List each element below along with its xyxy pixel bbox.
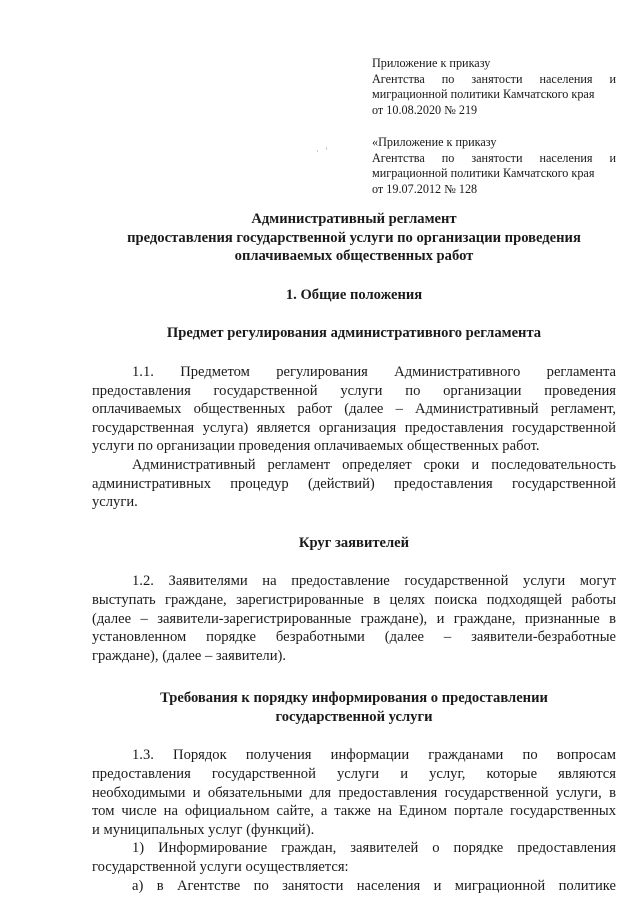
text-line: 1) Информирование граждан, заявителей о порядке предоставления xyxy=(132,840,616,857)
stamp-line: Агентства по занятости населения и xyxy=(372,150,616,165)
stamp-line: от 10.08.2020 № 219 xyxy=(372,102,478,117)
heading-line: государственной услуги xyxy=(275,708,433,725)
text-line: 1.3. Порядок получения информации гражданами по вопросам xyxy=(132,747,616,764)
stamp-line: Приложение к приказу xyxy=(372,56,491,70)
approval-stamp-original xyxy=(372,135,616,197)
title-line: предоставления государственной услуги по организации проведения xyxy=(127,229,581,246)
text-line: государственная услуга) является организация предоставления государственной xyxy=(92,419,616,436)
text-line: необходимыми и обязательными для предоставления государственной услуги, в xyxy=(92,784,616,801)
document-title xyxy=(92,210,616,266)
stamp-line: Агентства по занятости населения и xyxy=(372,71,616,86)
scan-artifact: · ' xyxy=(316,146,328,156)
paragraph-1-3-1 xyxy=(92,839,616,876)
text-line: государственной услуги осуществляется: xyxy=(92,859,349,876)
text-line: (далее – заявители-зарегистрированные граждане), и граждане, признанные в xyxy=(92,610,616,627)
text-line: выступать граждане, зарегистрированные в целях поиска подходящей работы xyxy=(92,591,616,608)
stamp-line: «Приложение к приказу xyxy=(372,135,497,149)
paragraph-1-2 xyxy=(92,572,616,665)
text-line: услуги по организации проведения оплачиваемых общественных работ. xyxy=(92,438,540,455)
section-heading: 1. Общие положения xyxy=(285,286,423,303)
subsection-heading: Круг заявителей xyxy=(298,534,410,551)
heading-line: Требования к порядку информирования о предоставлении xyxy=(160,690,548,707)
text-line: том числе на официальном сайте, а также на Едином портале государственных xyxy=(92,803,616,820)
stamp-line: миграционной политики Камчатского края xyxy=(372,166,595,180)
subsection-heading: Предмет регулирования административного регламента xyxy=(166,325,542,342)
stamp-line: от 19.07.2012 № 128 xyxy=(372,181,478,196)
text-line: и муниципальных услуг (функций). xyxy=(92,821,315,838)
text-line: предоставления государственной услуги по организации проведения xyxy=(92,382,616,399)
text-line: предоставления государственной услуги и услуг, которые являются xyxy=(92,766,616,783)
text-line: установленном порядке безработными (далее – заявители-безработные xyxy=(92,629,616,646)
paragraph-1-3-1a xyxy=(92,877,616,896)
text-line: услуги. xyxy=(92,494,138,511)
text-line: 1.2. Заявителями на предоставление государственной услуги могут xyxy=(132,573,616,590)
text-line: граждане), (далее – заявители). xyxy=(92,647,287,664)
paragraph-1-3 xyxy=(92,746,616,839)
text-line: административных процедур (действий) предоставления государственной xyxy=(92,475,616,492)
text-line: Административный регламент определяет сроки и последовательность xyxy=(132,456,616,473)
title-line: оплачиваемых общественных работ xyxy=(234,248,474,265)
stamp-line: миграционной политики Камчатского края xyxy=(372,87,595,101)
title-line: Административный регламент xyxy=(251,211,457,227)
document-body xyxy=(92,210,616,895)
subsection-heading xyxy=(92,689,616,726)
approval-stamp-current xyxy=(372,56,616,118)
paragraph-1-1b xyxy=(92,456,616,512)
text-line: оплачиваемых общественных работ (далее – Административный регламент, xyxy=(92,401,616,418)
text-line: а) в Агентстве по занятости населения и миграционной политике xyxy=(132,877,616,894)
text-line: 1.1. Предметом регулирования Административного регламента xyxy=(132,363,616,380)
paragraph-1-1 xyxy=(92,363,616,456)
